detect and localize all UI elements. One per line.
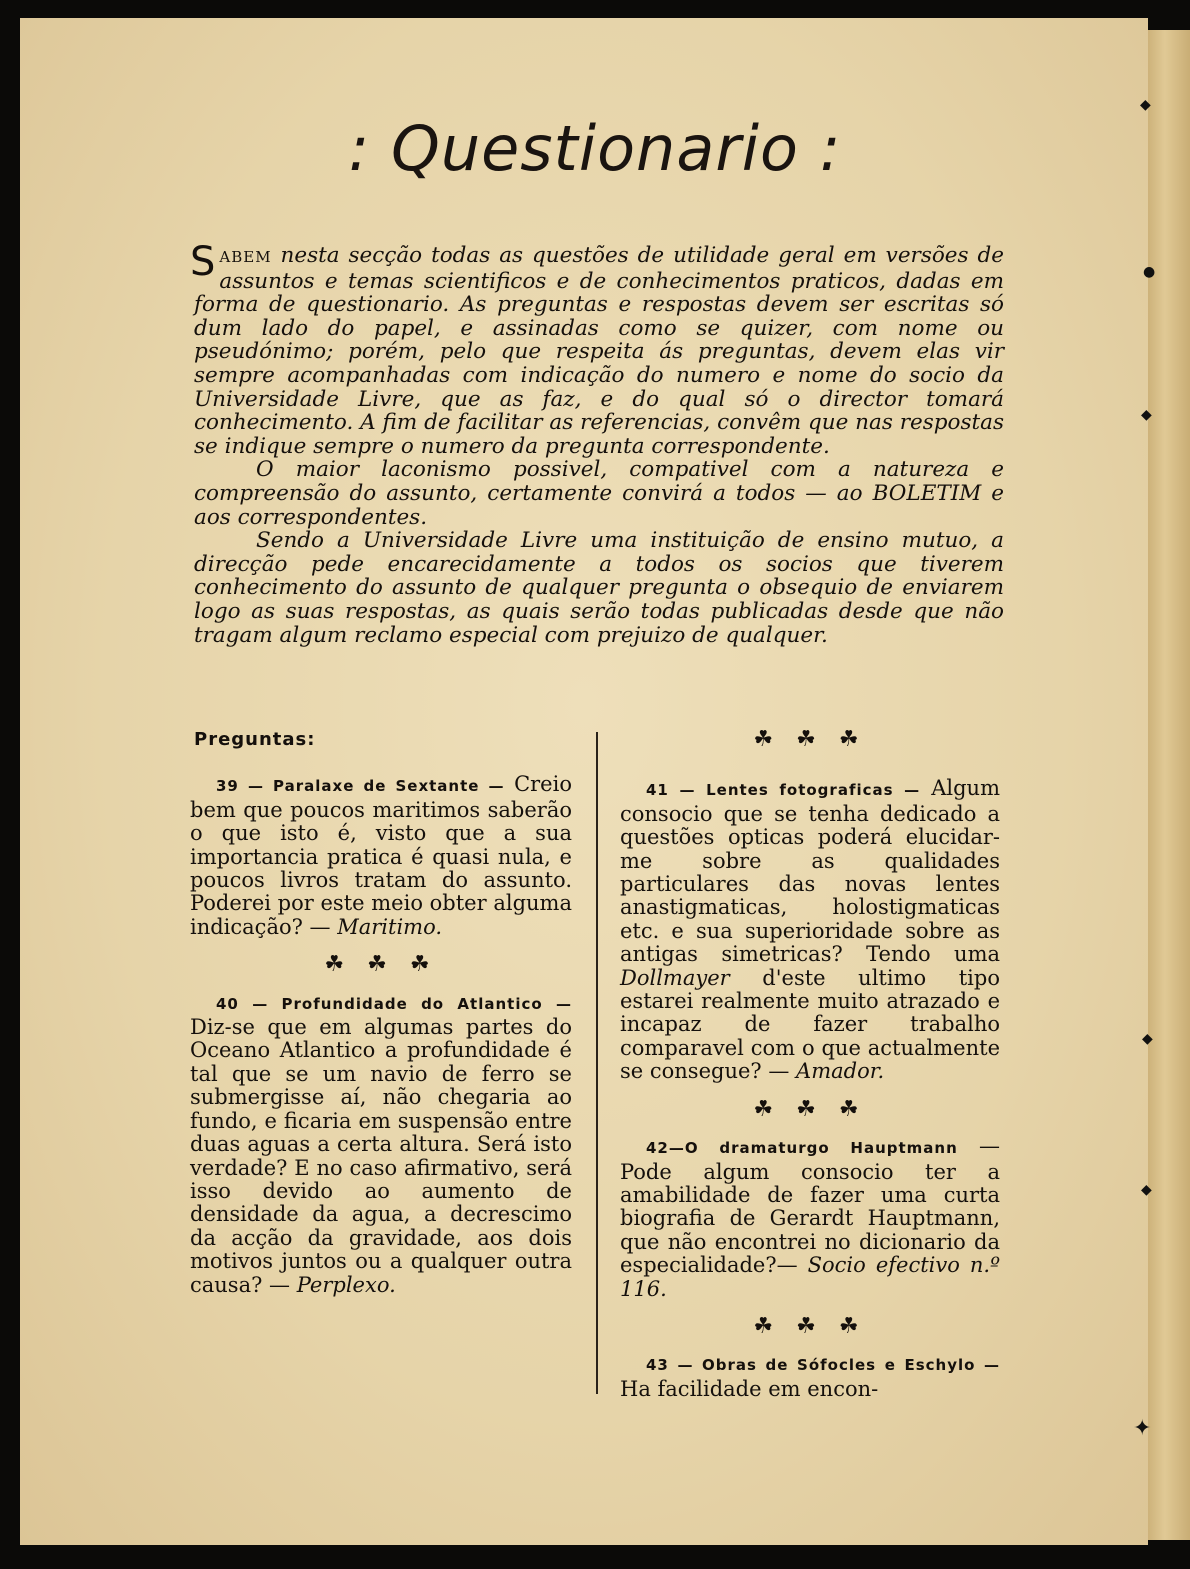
binding-mark: ◆ xyxy=(1142,1031,1153,1047)
column-divider xyxy=(596,732,598,1394)
question-text-continued: d'este ultimo tipo estarei realmente muito atrazado e incapaz de fazer trabalho comparavel com o que actualmente se consegue? — xyxy=(620,965,1000,1084)
left-column xyxy=(190,728,572,1297)
question-40 xyxy=(190,991,572,1297)
intro-text xyxy=(190,239,1004,648)
next-page-edge xyxy=(1148,30,1190,1540)
question-label: 39 — Paralaxe de Sextante — xyxy=(216,777,505,796)
question-text: Diz-se que em algumas partes do Oceano Atlantico a profundidade é tal que se um navio de ferro se submergisse aí, não chegaria ao fundo, e ficaria em suspensão entre duas aguas a certa altura. Será isto verdade? E no caso afirmativo, será isso devido ao aumento de densidade da agua, a decrescimo da acção da gravidade, aos dois motivos juntos ou a qualquer outra causa? — xyxy=(190,1015,572,1297)
intro-paragraph-1-text: nesta secção todas as questões de utilidade geral em versões de assuntos e temas scientificos e de conhecimentos praticos, dadas em forma de questionario. As preguntas e respostas devem ser escritas só dum lado do papel, e assinadas como se quizer, com nome ou pseudónimo; porém, pelo que respeita ás preguntas, devem elas vir sempre acompanhadas com indicação do numero e nome do socio da Universidade Livre, que as faz, e do qual só o director tomará conhecimento. A fim de facilitar as referencias, convêm que nas respostas se indique sempre o numero da pregunta correspondente. xyxy=(194,243,1004,459)
question-text: Algum consocio que se tenha dedicado a questões opticas poderá elucidar-me sobre as qualidades particulares das novas lentes anastigmaticas, holostigmaticas etc. e sua superioridade sobre as antigas simetricas? Tendo uma xyxy=(620,776,1000,967)
separator-ornament: ☘ ☘ ☘ xyxy=(753,1096,867,1122)
question-signature: Maritimo. xyxy=(337,914,443,939)
binding-mark: ◆ xyxy=(1141,1182,1152,1198)
drop-cap: S xyxy=(190,239,216,285)
question-label: 42—O dramaturgo Hauptmann xyxy=(646,1139,958,1158)
question-label: 40 — Profundidade do Atlantico — xyxy=(216,994,572,1013)
question-text: Creio bem que poucos maritimos saberão o que isto é, visto que a sua importancia pratica é quasi nula, e poucos livros tratam do assunto. Poderei por este meio obter alguma indicação? — xyxy=(190,772,572,939)
question-signature: Socio efectivo n.º 116. xyxy=(620,1253,1000,1301)
question-43 xyxy=(620,1352,1000,1401)
question-label: 41 — Lentes fotograficas — xyxy=(646,781,921,800)
question-text: — Pode algum consocio ter a amabilidade de fazer uma curta biografia de Gerardt Hauptmann, que não encontrei no dicionario da especialidade?— xyxy=(620,1134,1000,1278)
binding-mark: ◆ xyxy=(1141,407,1152,423)
question-signature: Amador. xyxy=(796,1059,885,1084)
intro-paragraph-1 xyxy=(190,239,1004,459)
binding-mark: ✦ xyxy=(1133,1416,1152,1441)
binding-mark: ● xyxy=(1143,264,1156,280)
separator-ornament: ☘ ☘ ☘ xyxy=(324,952,438,978)
right-column xyxy=(620,728,1000,1401)
separator-ornament: ☘ ☘ ☘ xyxy=(753,1313,867,1339)
lead-smallcaps: ABEM xyxy=(219,248,272,266)
question-41 xyxy=(620,777,1000,1083)
question-42 xyxy=(620,1135,1000,1301)
preguntas-heading: Preguntas: xyxy=(194,729,316,750)
intro-paragraph-2: O maior laconismo possivel, compativel com a natureza e compreensão do assunto, certamente convirá a todos — ao BOLETIM e aos correspondentes. xyxy=(194,457,1004,530)
binding-mark: ◆ xyxy=(1140,97,1151,113)
question-39 xyxy=(190,773,572,939)
separator-ornament: ☘ ☘ ☘ xyxy=(753,727,867,752)
page-title: : Questionario : xyxy=(348,112,842,185)
question-text: Ha facilidade em encon- xyxy=(620,1376,879,1401)
intro-paragraph-3: Sendo a Universidade Livre uma instituição de ensino mutuo, a direcção pede encarecidamente a todos os socios que tiverem conhecimento do assunto de qualquer pregunta o obsequio de enviarem logo as suas respostas, as quais serão todas publicadas desde que não tragam algum reclamo especial com prejuizo de qualquer. xyxy=(194,528,1004,648)
italic-word: Dollmayer xyxy=(620,965,730,990)
question-signature: Perplexo. xyxy=(296,1272,396,1297)
question-label: 43 — Obras de Sófocles e Eschylo — xyxy=(646,1356,1000,1375)
